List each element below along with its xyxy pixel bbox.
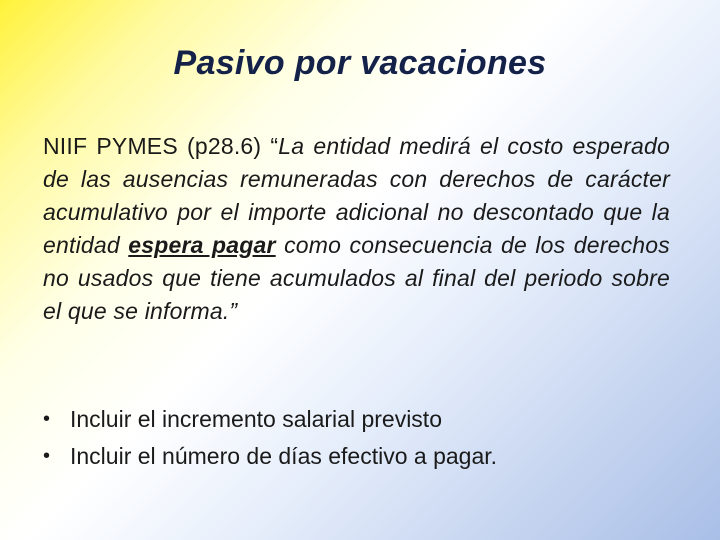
quote-italic-text-1: La entidad medirá el costo esperado de las ausencias remuneradas con derechos de carácter acumulativo por el importe adicional no descontado que la entidad bbox=[43, 133, 670, 258]
bullet-marker: • bbox=[43, 445, 51, 467]
slide-title: Pasivo por vacaciones bbox=[173, 44, 547, 82]
quote-emphasis: espera pagar bbox=[128, 232, 276, 258]
bullet-item bbox=[43, 401, 683, 438]
bullet-marker: • bbox=[43, 408, 51, 430]
quote-paragraph bbox=[43, 130, 670, 328]
quote-italic-text-2: como consecuencia de los derechos no usados que tiene acumulados al final del periodo sobre el que se informa. bbox=[43, 232, 670, 324]
bullet-text: Incluir el incremento salarial previsto bbox=[70, 406, 442, 432]
quote-close: ” bbox=[229, 298, 238, 324]
bullet-list bbox=[43, 401, 683, 475]
quote-lead: NIIF PYMES (p28.6) “ bbox=[43, 133, 279, 159]
bullet-text: Incluir el número de días efectivo a pagar. bbox=[70, 443, 498, 469]
bullet-item bbox=[43, 438, 683, 475]
